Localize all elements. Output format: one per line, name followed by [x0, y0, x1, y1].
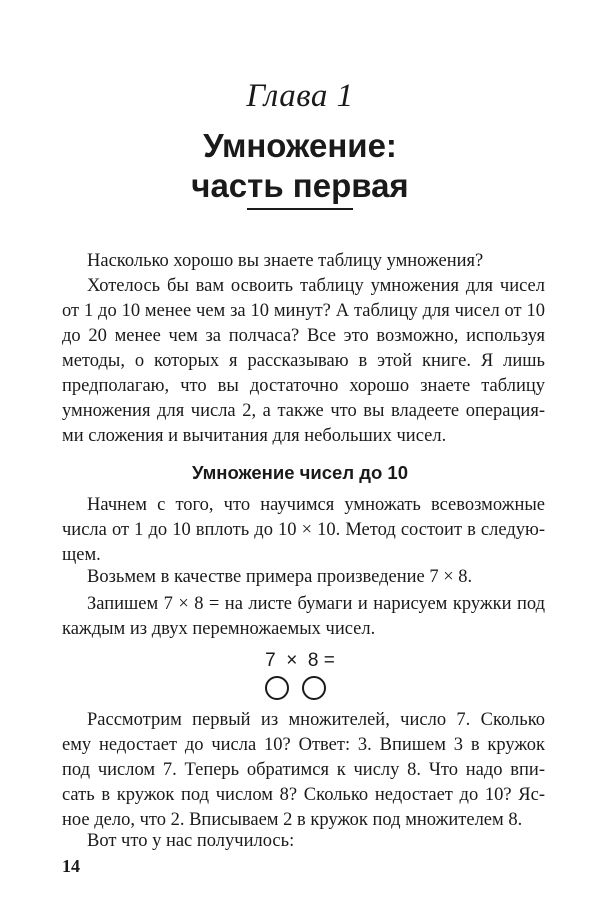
text-line: Вот что у нас получилось:: [87, 831, 295, 851]
chapter-title-line-2: часть первая: [191, 167, 409, 204]
text-line: числа от 1 до 10 вплоть до 10 × 10. Метод состоит в следую-: [62, 520, 545, 540]
section-paragraph-3: [62, 592, 545, 642]
text-line: ми сложения и вычитания для небольших чисел.: [62, 426, 447, 446]
text-line: щем.: [62, 545, 101, 565]
empty-circle-under-7: [265, 676, 289, 700]
section-paragraph-5: [62, 829, 545, 854]
text-line: предполагаю, что вы достаточно хорошо знаете таблицу: [62, 376, 545, 396]
text-line: Возьмем в качестве примера произведение 7 × 8.: [87, 567, 473, 587]
intro-paragraph-1: [62, 249, 545, 274]
text-line: сать в кружок под числом 8? Сколько недостает до 10? Яс-: [62, 785, 545, 805]
text-line: Хотелось бы вам освоить таблицу умножения для чисел: [87, 276, 545, 296]
text-line: Запишем 7 × 8 = на листе бумаги и нарисуем кружки под: [87, 594, 545, 614]
text-line: ное дело, что 2. Вписываем 2 в кружок под множителем 8.: [62, 810, 523, 830]
page-number: 14: [62, 856, 80, 876]
section-paragraph-1: [62, 493, 545, 568]
text-line: Рассмотрим первый из множителей, число 7. Сколько: [87, 710, 545, 730]
intro-paragraph-2: [62, 274, 545, 449]
empty-circle-under-8: [302, 676, 326, 700]
text-line: от 1 до 10 менее чем за 10 минут? А таблицу для чисел от 10: [62, 301, 545, 321]
text-line: умножения для числа 2, а также что вы владеете операция-: [62, 401, 545, 421]
text-line: под числом 7. Теперь обратимся к числу 8. Что надо впи-: [62, 760, 545, 780]
chapter-title-line-1: Умножение:: [203, 127, 397, 164]
text-line: методы, о которых я рассказываю в этой книге. Я лишь: [62, 351, 545, 371]
section-paragraph-2: [62, 565, 545, 590]
section-paragraph-4: [62, 708, 545, 833]
chapter-title: [0, 126, 600, 206]
text-line: ему недостает до числа 10? Ответ: 3. Впишем 3 в кружок: [62, 735, 545, 755]
text-line: каждым из двух перемножаемых чисел.: [62, 619, 376, 639]
text-line: Насколько хорошо вы знаете таблицу умножения?: [87, 251, 484, 271]
text-line: до 20 менее чем за полчаса? Все это возможно, используя: [62, 326, 545, 346]
section-heading: Умножение чисел до 10: [192, 462, 408, 483]
multiplication-expression: 7 × 8 =: [265, 650, 335, 671]
title-underline: [247, 208, 353, 210]
text-line: Начнем с того, что научимся умножать всевозможные: [87, 495, 545, 515]
chapter-label: Глава 1: [246, 78, 354, 114]
